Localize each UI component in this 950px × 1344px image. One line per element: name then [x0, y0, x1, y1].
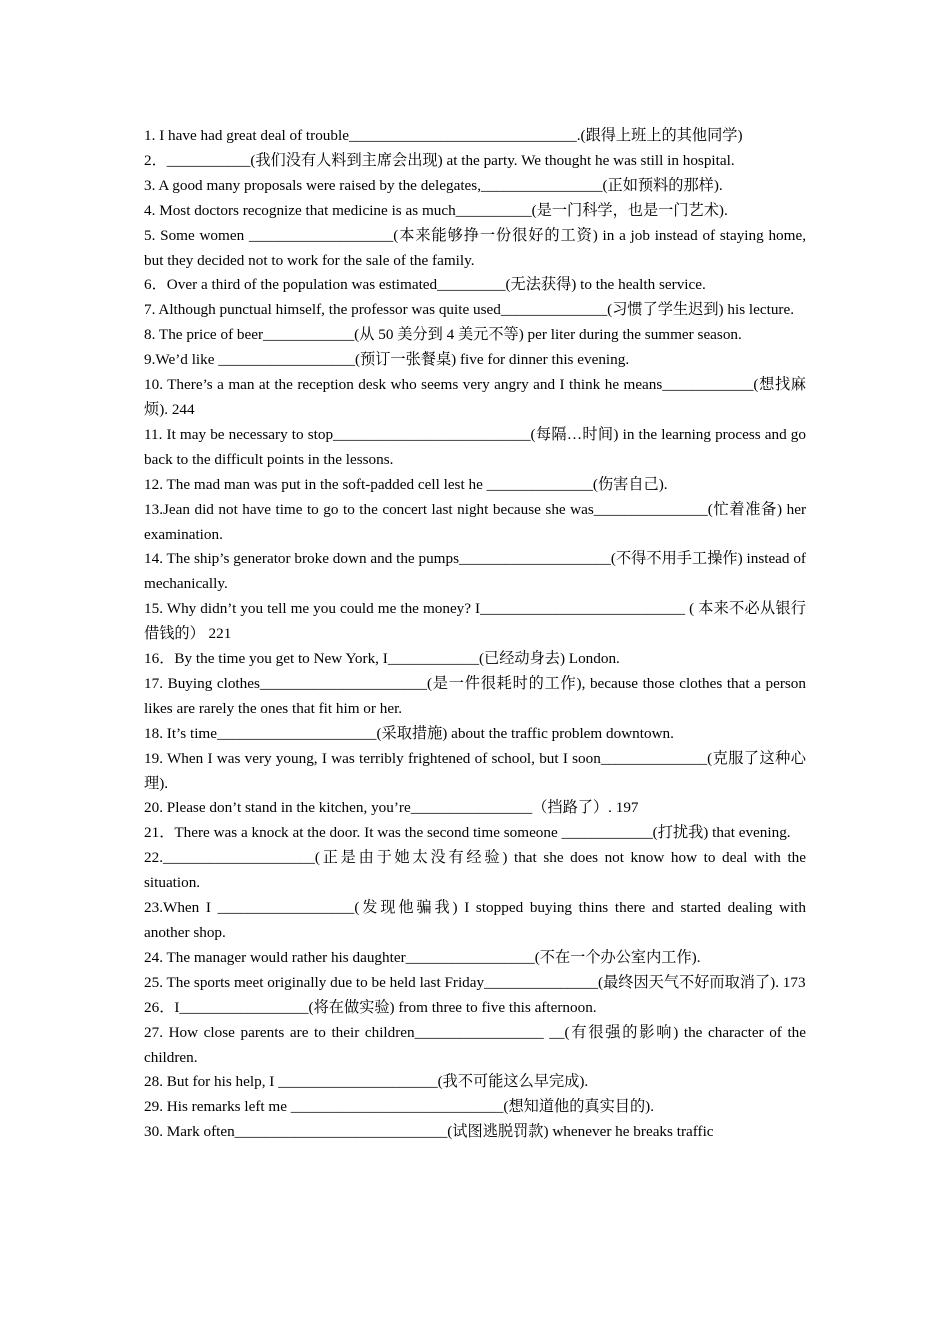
- exercise-item-2: 2．___________(我们没有人料到主席会出现) at the party. We thought he was still in hospital.: [144, 151, 735, 169]
- exercise-item-26: 26．I_________________(将在做实验) from three to five this afternoon.: [144, 998, 597, 1016]
- exercise-item-5: 5. Some women ___________________(本来能够挣一份很好的工资) in a job instead of staying home, but they decided not to work for the sale of the family.: [144, 226, 806, 269]
- exercise-item-24: 24. The manager would rather his daughter_________________(不在一个办公室内工作).: [144, 948, 701, 966]
- exercise-item-1: 1. I have had great deal of trouble______________________________.(跟得上班上的其他同学): [144, 127, 743, 144]
- exercise-page: [144, 124, 806, 1145]
- exercise-item-28: 28. But for his help, I _____________________(我不可能这么早完成).: [144, 1073, 589, 1091]
- exercise-item-29: 29. His remarks left me ____________________________(想知道他的真实目的).: [144, 1098, 654, 1116]
- exercise-item-7: 7. Although punctual himself, the professor was quite used______________(习惯了学生迟到) his lecture.: [144, 301, 795, 319]
- exercise-item-8: 8. The price of beer____________(从 50 美分到 4 美元不等) per liter during the summer season.: [144, 326, 742, 344]
- exercise-item-20: 20. Please don’t stand in the kitchen, you’re________________（挡路了）. 197: [144, 799, 639, 817]
- exercise-item-13: 13.Jean did not have time to go to the concert last night because she was_______________(忙着准备) her examination.: [144, 500, 806, 543]
- exercise-item-14: 14. The ship’s generator broke down and the pumps____________________(不得不用手工操作) instead of mechanically.: [144, 550, 806, 593]
- exercise-item-25: 25. The sports meet originally due to be held last Friday_______________(最终因天气不好而取消了). 173: [144, 973, 806, 991]
- exercise-item-18: 18. It’s time_____________________(采取措施) about the traffic problem downtown.: [144, 724, 674, 742]
- exercise-item-9: 9.We’d like __________________(预订一张餐桌) five for dinner this evening.: [144, 351, 630, 369]
- exercise-item-12: 12. The mad man was put in the soft-padded cell lest he ______________(伤害自己).: [144, 475, 668, 493]
- exercise-item-15: 15. Why didn’t you tell me you could me the money? I___________________________ ( 本来不必从银行借钱的） 221: [144, 600, 806, 643]
- exercise-item-21: 21．There was a knock at the door. It was the second time someone ____________(打扰我) that evening.: [144, 824, 791, 842]
- exercise-item-22: 22.____________________(正是由于她太没有经验) that she does not know how to deal with the situation.: [144, 849, 806, 892]
- exercise-item-17: 17. Buying clothes______________________(是一件很耗时的工作), because those clothes that a person likes are rarely the ones that fit him or her.: [144, 674, 806, 717]
- exercise-item-19: 19. When I was very young, I was terribly frightened of school, but I soon______________(克服了这种心理).: [144, 749, 806, 792]
- exercise-item-3: 3. A good many proposals were raised by the delegates,________________(正如预料的那样).: [144, 176, 723, 194]
- exercise-item-27: 27. How close parents are to their children_________________ __(有很强的影响) the character of the children.: [144, 1023, 806, 1066]
- exercise-item-10: 10. There’s a man at the reception desk who seems very angry and I think he means____________(想找麻烦). 244: [144, 376, 806, 418]
- exercise-item-11: 11. It may be necessary to stop__________________________(每隔…时间) in the learning process and go back to the difficult points in the lessons.: [144, 425, 806, 468]
- exercise-item-6: 6．Over a third of the population was estimated_________(无法获得) to the health service.: [144, 276, 706, 294]
- exercise-item-23: 23.When I __________________(发现他骗我) I stopped buying thins there and started dealing with another shop.: [144, 899, 806, 941]
- exercise-item-30: 30. Mark often____________________________(试图逃脱罚款) whenever he breaks traffic: [144, 1123, 714, 1141]
- exercise-item-16: 16．By the time you get to New York, I____________(已经动身去) London.: [144, 650, 620, 668]
- exercise-item-4: 4. Most doctors recognize that medicine is as much__________(是一门科学，也是一门艺术).: [144, 201, 728, 219]
